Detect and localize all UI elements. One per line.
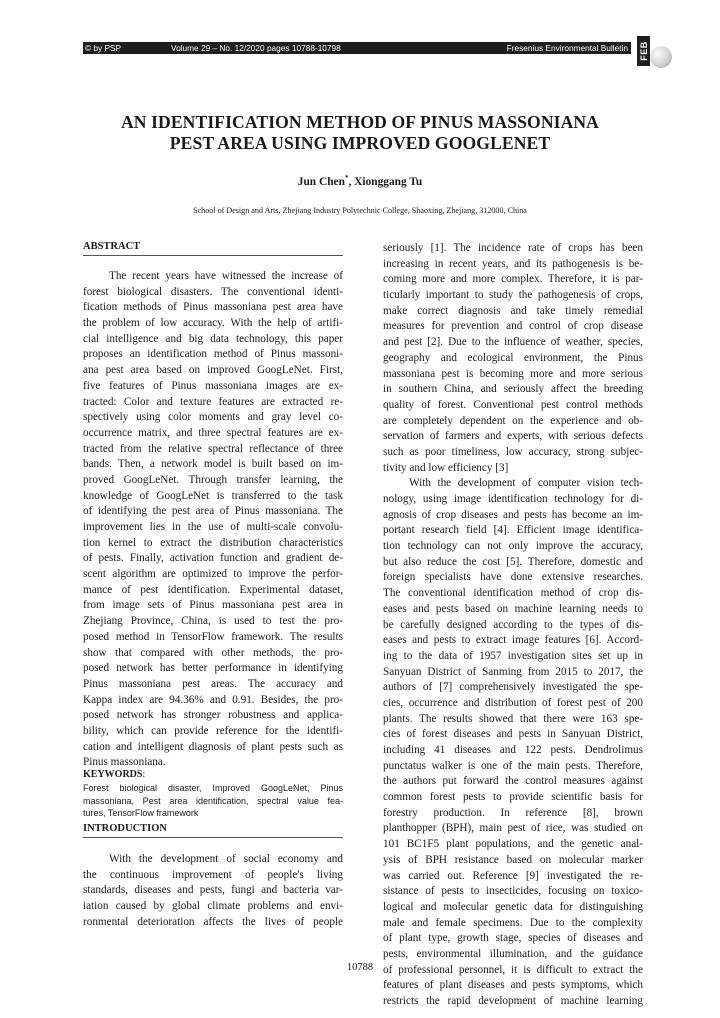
right-para2-line: sistance of pests to insecticides, focusing on toxico- — [383, 885, 643, 898]
abstract-line: posed method in TensorFlow framework. The results — [83, 630, 343, 643]
right-para1-line: in southern China, and seriously affect the breeding — [383, 383, 643, 396]
abstract-line: Pinus massoniana. — [83, 756, 166, 769]
abstract-line: The recent years have witnessed the increase of — [109, 270, 343, 282]
right-para2-line: Sanyuan District of Sanming from 2015 to 2017, the — [383, 665, 643, 678]
right-para2-line: authors of [7] comprehensively investigated the spe- — [383, 681, 643, 694]
abstract-line: ana pest area based on improved GoogLeNet. First, — [83, 364, 343, 377]
abstract-line: show that compared with other methods, the pro- — [83, 646, 343, 659]
right-para1-line: seriously [1]. The incidence rate of crops has been — [383, 242, 643, 254]
header-copyright: © by PSP — [85, 43, 122, 53]
abstract-line: tion kernel to extract the distribution characteristics — [83, 536, 343, 549]
right-para2-line: cies of forest diseases and pests in Sanyuan District, — [383, 728, 643, 741]
corresponding-author-mark: * — [344, 174, 349, 183]
abstract-line: scent algorithm are optimized to improve the perfor- — [83, 568, 343, 581]
right-para2-line: foreign specialists have done extensive researches. — [383, 571, 643, 584]
running-header — [83, 42, 631, 54]
right-para2-line: ing to the data of 1957 investigation sites set up in — [383, 649, 643, 662]
abstract-line: occurrence matrix, and three spectral features are ex- — [83, 426, 343, 439]
abstract-body — [83, 269, 343, 771]
keywords-heading-text: KEYWORDS — [83, 769, 143, 780]
right-para1-line: massoniana pest is becoming more and more serious — [383, 367, 643, 380]
abstract-line: improvement lies in the use of multi-scale convolu- — [83, 521, 343, 533]
abstract-line: five features of Pinus massoniana images are ex- — [83, 379, 343, 392]
abstract-line: proposes an identification method of Pinus massoni- — [83, 348, 343, 361]
introduction-heading: INTRODUCTION — [83, 823, 343, 838]
right-para2-line: pests, environmental illumination, and the guidance — [383, 947, 643, 960]
keywords-heading — [83, 769, 145, 780]
right-para1-line: ticularly important to study the pathogenesis of crops, — [383, 289, 643, 302]
right-para2-line: eases and pests to extract image features [6]. Accord- — [383, 634, 643, 647]
right-para2-line: 101 BC1F5 plant populations, and the genetic anal- — [383, 838, 643, 851]
right-para2-line: of plant type, growth stage, species of diseases and — [383, 932, 643, 945]
right-para1-line: increasing in recent years, and its pathogenesis is be- — [383, 257, 643, 270]
abstract-line: of identifying the pest area of Pinus massoniana. The — [83, 505, 343, 518]
right-para1-line: servation of farmers and experts, with serious defects — [383, 430, 643, 443]
abstract-line: from image sets of Pinus massoniana pest area in — [83, 599, 343, 612]
right-para2-line: but also reduce the cost [5]. Therefore, domestic and — [383, 555, 643, 568]
authors — [60, 176, 660, 188]
header-volume: Volume 29 – No. 12/2020 pages 10788-10798 — [171, 43, 341, 53]
introduction-line: ronmental deterioration affects the lives of people — [83, 915, 343, 928]
page-number: 10788 — [346, 962, 374, 973]
abstract-line: knowledge of GoogLeNet is transferred to the task — [83, 489, 343, 502]
abstract-line: cial intelligence and big data technology, this paper — [83, 332, 343, 345]
author-rest: , Xionggang Tu — [348, 176, 423, 188]
right-para1-line: are completely dependent on the experience and ob- — [383, 414, 643, 427]
right-para2-line: nology, using image identification technology for di- — [383, 493, 643, 505]
right-para2-line: male and female specimens. Due to the complexity — [383, 916, 643, 929]
paper-title-line-1: AN IDENTIFICATION METHOD OF PINUS MASSONIANA — [120, 112, 599, 132]
abstract-heading: ABSTRACT — [83, 241, 343, 256]
right-para2-line: punctatus walker is one of the main pests. Therefore, — [383, 759, 643, 772]
right-para1-line: tivity and low efficiency [3] — [383, 461, 509, 474]
paper-title-line-2: PEST AREA USING IMPROVED GOOGLENET — [169, 133, 551, 153]
keywords-line: Forest biological disaster, Improved GoogLeNet, Pinus — [83, 783, 343, 793]
abstract-line: posed network has stronger robustness and applica- — [83, 709, 343, 722]
right-para2-line: the authors put forward the control measures against — [383, 775, 643, 788]
abstract-line: cation and intelligent diagnosis of plant pests such as — [83, 740, 343, 753]
right-para2-line: portant research field [4]. Efficient image identifica- — [383, 524, 643, 537]
right-para2-line: logical and molecular genetic data for distinguishing — [383, 900, 643, 913]
right-para2-line: planthopper (BPH), main pest of rice, was studied on — [383, 822, 643, 835]
abstract-line: bility, which can provide reference for the identifi- — [83, 724, 343, 737]
keywords-line: tures, TensorFlow framework — [83, 808, 199, 818]
right-para1-line: and pest [2]. Due to the influence of weather, species, — [383, 336, 643, 349]
right-para1-line: geography and ecological environment, the Pinus — [383, 351, 643, 364]
right-para2-line: forestry production. In reference [8], brown — [383, 806, 643, 819]
affiliation: School of Design and Arts, Zhejiang Industry Polytechnic College, Shaoxing, Zhejiang, 312000, China — [193, 206, 527, 215]
header-journal: Fresenius Environmental Bulletin — [506, 43, 628, 53]
introduction-line: iation caused by global climate problems and envi- — [83, 900, 343, 913]
right-para2-line: including 41 diseases and 122 pests. Dendrolimus — [383, 744, 643, 756]
right-para2-line: plants. The results showed that there were 163 spe- — [383, 712, 643, 725]
right-para2-line: restricts the rapid development of machine learning — [383, 995, 643, 1007]
abstract-line: tracted: Color and texture features are extracted re- — [83, 395, 343, 408]
right-para1-line: quality of forest. Conventional pest control methods — [383, 398, 643, 411]
keywords-body — [83, 782, 343, 820]
keywords-line: massoniana, Pest area identification, spectral value fea- — [83, 795, 343, 806]
keywords-colon: : — [142, 769, 146, 780]
right-column-body — [383, 241, 643, 1010]
abstract-line: tracted from the relative spectral reflectance of three — [83, 442, 343, 455]
abstract-line: forest biological disasters. The conventional identi- — [83, 285, 343, 298]
right-para2-line: cies, occurrence and distribution of forest pest of 200 — [383, 696, 643, 709]
introduction-body — [83, 852, 343, 930]
abstract-line: of pests. Finally, activation function and gradient de- — [83, 552, 343, 565]
abstract-line: proved GoogLeNet. Through transfer learning, the — [83, 473, 343, 486]
introduction-line: standards, diseases and pests, fungi and bacteria var- — [83, 884, 343, 897]
abstract-line: mance of pest identification. Experimental dataset, — [83, 583, 343, 596]
abstract-line: Kappa index are 94.36% and 0.91. Besides, the pro- — [83, 693, 343, 706]
right-para2-line: agnosis of crop diseases and pests has become an im- — [383, 508, 643, 521]
journal-logo-text: FEB — [638, 41, 649, 61]
right-para2-line: eases and pests based on machine learning needs to — [383, 602, 643, 615]
abstract-line: posed network has better performance in identifying — [83, 662, 343, 675]
right-para2-line: With the development of computer vision tech- — [409, 477, 643, 490]
right-para2-line: features of plant diseases and pests symptoms, which — [383, 979, 643, 992]
right-para1-line: coming more and more complex. Therefore, it is par- — [383, 273, 643, 286]
introduction-line: the continuous improvement of people's living — [83, 868, 343, 881]
abstract-line: Zhejiang Province, China, is used to test the pro- — [83, 615, 343, 628]
paper-title — [60, 112, 660, 154]
journal-logo — [637, 36, 650, 66]
abstract-line: fication methods of Pinus massoniana pest area have — [83, 301, 343, 314]
abstract-line: Pinus massoniana pest areas. The accuracy and — [83, 677, 343, 690]
right-para2-line: common forest pests to provide scientific basis for — [383, 791, 643, 804]
author-first: Jun Chen — [297, 176, 345, 188]
right-para2-line: was carried out. Reference [9] investigated the re- — [383, 869, 643, 882]
right-para2-line: be carefully designed according to the types of dis- — [383, 618, 643, 631]
right-para1-line: such as poor timeliness, low accuracy, strong subjec- — [383, 445, 643, 458]
journal-logo-sphere-icon — [650, 46, 672, 68]
right-para1-line: make correct diagnosis and take timely remedial — [383, 304, 643, 317]
right-para2-line: tion technology can not only improve the accuracy, — [383, 540, 643, 553]
right-para2-line: of professional personnel, it is difficult to extract the — [383, 963, 643, 976]
abstract-line: bands. Then, a network model is built based on im- — [83, 458, 343, 471]
right-para2-line: The conventional identification method of crop dis- — [383, 587, 643, 600]
right-para1-line: measures for prevention and control of crop disease — [383, 320, 643, 333]
abstract-line: the problem of low accuracy. With the help of artifi- — [83, 317, 343, 330]
right-para2-line: ysis of BPH resistance based on molecular marker — [383, 853, 643, 866]
introduction-line: With the development of social economy and — [109, 853, 343, 865]
abstract-line: spectively using color moments and gray level co- — [83, 411, 343, 424]
